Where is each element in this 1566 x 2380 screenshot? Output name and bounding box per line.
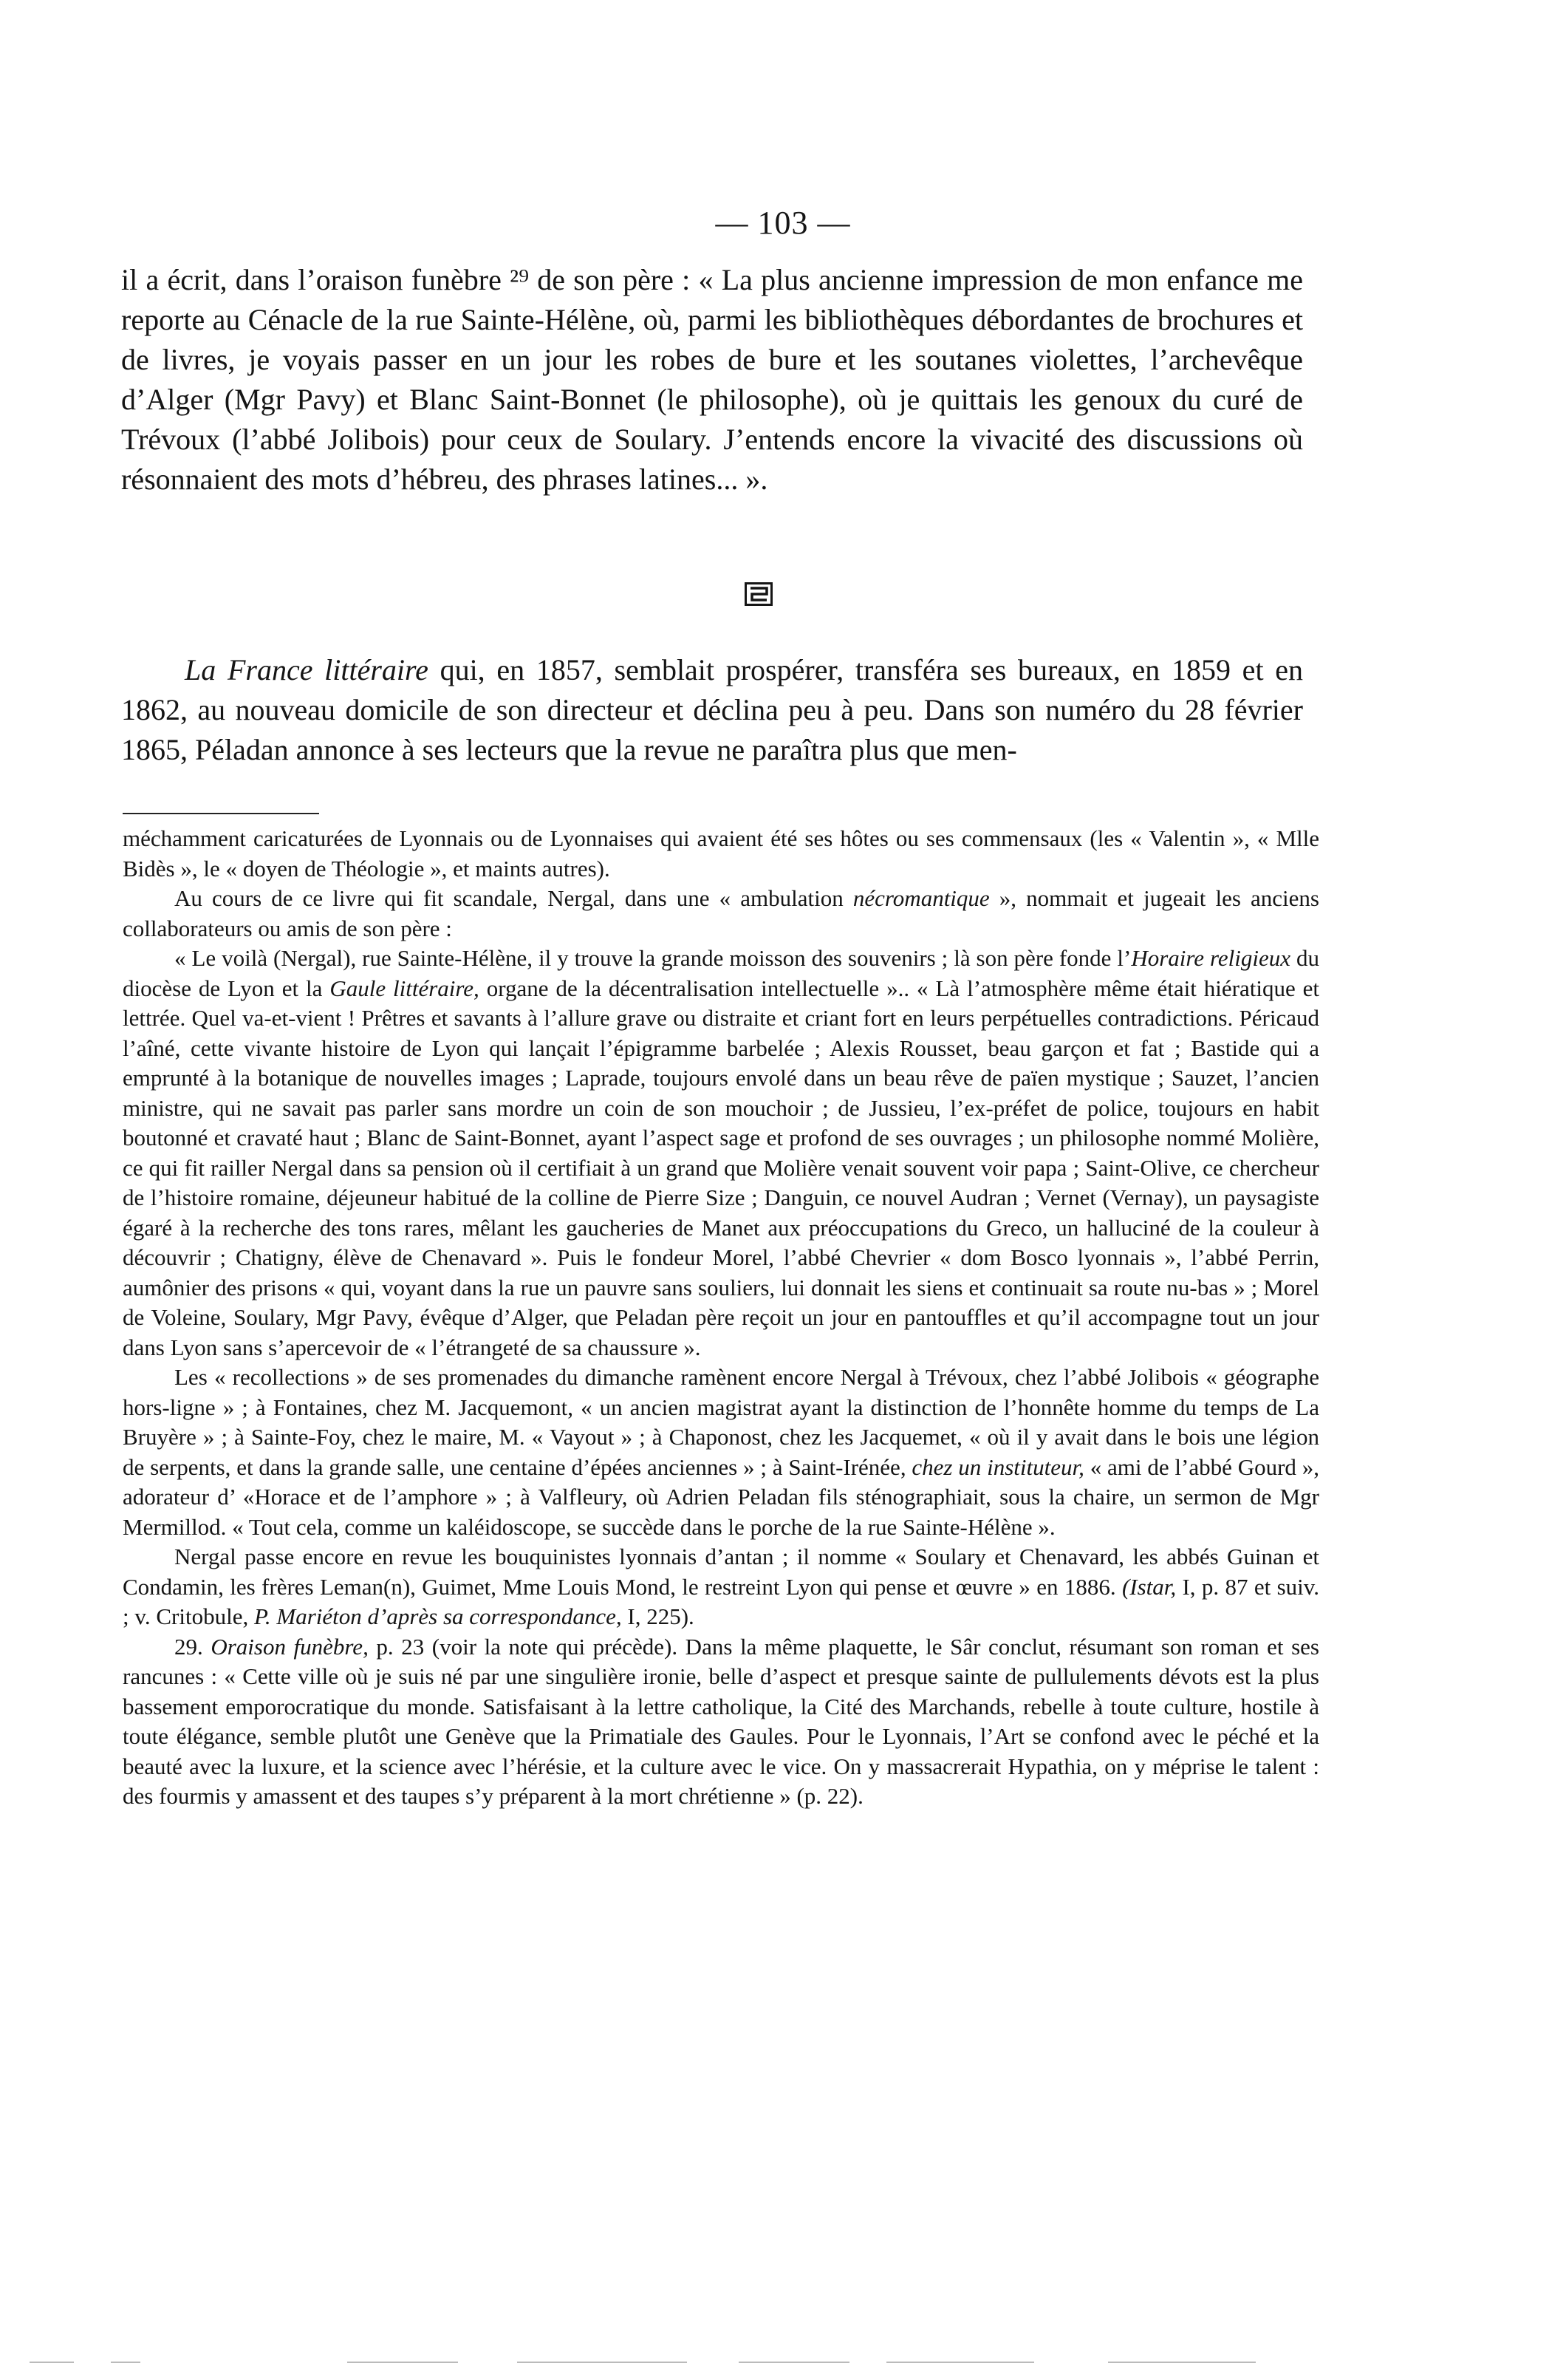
footnote-continuation: méchamment caricaturées de Lyonnais ou de Lyonnaises qui avaient été ses hôtes ou ses commensaux (les « Valentin », « Mlle Bidès », le « doyen de Théologie », et maints autres). <box>123 825 1319 882</box>
scan-edge-marks <box>0 2362 1566 2366</box>
footnote-divider <box>123 813 319 814</box>
footnote-29: 29. Oraison funèbre, p. 23 (voir la note qui précède). Dans la même plaquette, le Sâr conclut, résumant son roman et ses rancunes : « Cette ville où je suis né par une singulière ironie, belle d’aspect et presque sainte de pullulements dévots est la plus bassement emporocratique du monde. Satisfaisant à la lettre catholique, la Cité des Marchands, rebelle à toute culture, hostile à toute élégance, semble plutôt une Genève que la Primatiale des Gaules. Pour le Lyonnais, l’Art se confond avec le péché et la beauté avec la luxure, et la science avec l’hérésie, et la culture avec le vice. On y massacrerait Hypathia, on y méprise le talent : des fourmis y amassent et des taupes s’y préparent à la mort chrétienne » (p. 22). <box>123 1633 1319 1809</box>
body-paragraph-1 <box>121 260 1303 499</box>
footnote-paragraph: Les « recollections » de ses promenades du dimanche ramènent encore Nergal à Trévoux, chez l’abbé Jolibois « géographe hors-ligne » ; à Fontaines, chez M. Jacquemont, « un ancien magistrat ayant la distinction de l’honnête homme du temps de La Bruyère » ; à Sainte-Foy, chez le maire, M. « Vayout » ; à Chaponost, chez les Jacquemet, « où il y avait dans le bois une légion de serpents, et dans la grande salle, une centaine d’épées anciennes » ; à Saint-Irénée, chez un instituteur, « ami de l’abbé Gourd », adorateur d’ «Horace et de l’amphore » ; à Valfleury, où Adrien Peladan fils sténographiait, sous la chaire, un sermon de Mgr Mermillod. « Tout cela, comme un kaléidoscope, se succède dans le porche de la rue Sainte-Hélène ». <box>123 1364 1319 1540</box>
page-number: — 103 — <box>715 205 851 241</box>
journal-title: La France littéraire <box>185 653 428 686</box>
footnote-paragraph: Nergal passe encore en revue les bouquinistes lyonnais d’antan ; il nomme « Soulary et Chenavard, les abbés Guinan et Condamin, les frères Leman(n), Guimet, Mme Louis Mond, le restreint Lyon qui pense et œuvre » en 1886. (Istar, I, p. 87 et suiv. ; v. Critobule, P. Mariéton d’après sa correspondance, I, 225). <box>123 1544 1319 1629</box>
footnote-paragraph: « Le voilà (Nergal), rue Sainte-Hélène, il y trouve la grande moisson des souvenirs ; là son père fonde l’Horaire religieux du diocèse de Lyon et la Gaule littéraire, organe de la décentralisation intellectuelle ».. « Là l’atmosphère même était hiératique et lettrée. Quel va-et-vient ! Prêtres et savants à l’allure grave ou distraite et criant fort en leurs perpétuelles contradictions. Péricaud l’aîné, cette vivante histoire de Lyon qui lançait l’épigramme barbelée ; Alexis Rousset, beau garçon et fat ; Bastide qui a emprunté à la botanique de nouvelles images ; Laprade, toujours envolé dans un beau rêve de païen mystique ; Sauzet, l’ancien ministre, qui ne savait pas parler sans mordre un coin de son mouchoir ; de Jussieu, l’ex-préfet de police, toujours en habit boutonné et cravaté haut ; Blanc de Saint-Bonnet, ayant l’aspect sage et profond de ses ouvrages ; un philosophe nommé Molière, ce qui fit railler Nergal dans sa pension où il certifiait à un grand que Molière venait souvent voir papa ; Saint-Olive, ce chercheur de l’histoire romaine, déjeuneur habitué de la colline de Pierre Size ; Danguin, ce nouvel Audran ; Vernet (Vernay), un paysagiste égaré à la recherche des tons rares, mêlant les gaucheries de Manet aux préoccupations du Greco, un halluciné de la couleur à découvrir ; Chatigny, élève de Chenavard ». Puis le fondeur Morel, l’abbé Chevrier « dom Bosco lyonnais », l’abbé Perrin, aumônier des prisons « qui, voyant dans la rue un pauvre sans souliers, lui donnait les siens et continuait sa route nu-bas » ; Morel de Voleine, Soulary, Mgr Pavy, évêque d’Alger, que Peladan père reçoit un jour en pantouffles et qu’il accompagne tout un jour dans Lyon sans s’apercevoir de « l’étrangeté de sa chaussure ». <box>123 945 1320 1360</box>
footnote-number: 29. <box>174 1633 203 1660</box>
section-ornament-icon <box>745 582 773 606</box>
footnotes <box>123 824 1319 1812</box>
footnote-paragraph: Au cours de ce livre qui fit scandale, Nergal, dans une « ambulation nécromantique », nommait et jugeait les anciens collaborateurs ou amis de son père : <box>123 885 1319 941</box>
paragraph-text <box>121 650 1303 770</box>
body-paragraph-2 <box>121 650 1303 770</box>
paragraph-text: il a écrit, dans l’oraison funèbre ²⁹ de son père : « La plus ancienne impression de mon enfance me reporte au Cénacle de la rue Sainte-Hélène, où, parmi les bibliothèques débordantes de brochures et de livres, je voyais passer en un jour les robes de bure et les soutanes violettes, l’archevêque d’Alger (Mgr Pavy) et Blanc Saint-Bonnet (le philosophe), où je quittais les genoux du curé de Trévoux (l’abbé Jolibois) pour ceux de Soulary. J’entends encore la vivacité des discussions où résonnaient des mots d’hébreu, des phrases latines... ». <box>121 263 1303 496</box>
paragraph-body: qui, en 1857, semblait prospérer, transféra ses bureaux, en 1859 et en 1862, au nouveau domicile de son directeur et déclina peu à peu. Dans son numéro du 28 février 1865, Péladan annonce à ses lecteurs que la revue ne paraîtra plus que men- <box>121 653 1303 766</box>
